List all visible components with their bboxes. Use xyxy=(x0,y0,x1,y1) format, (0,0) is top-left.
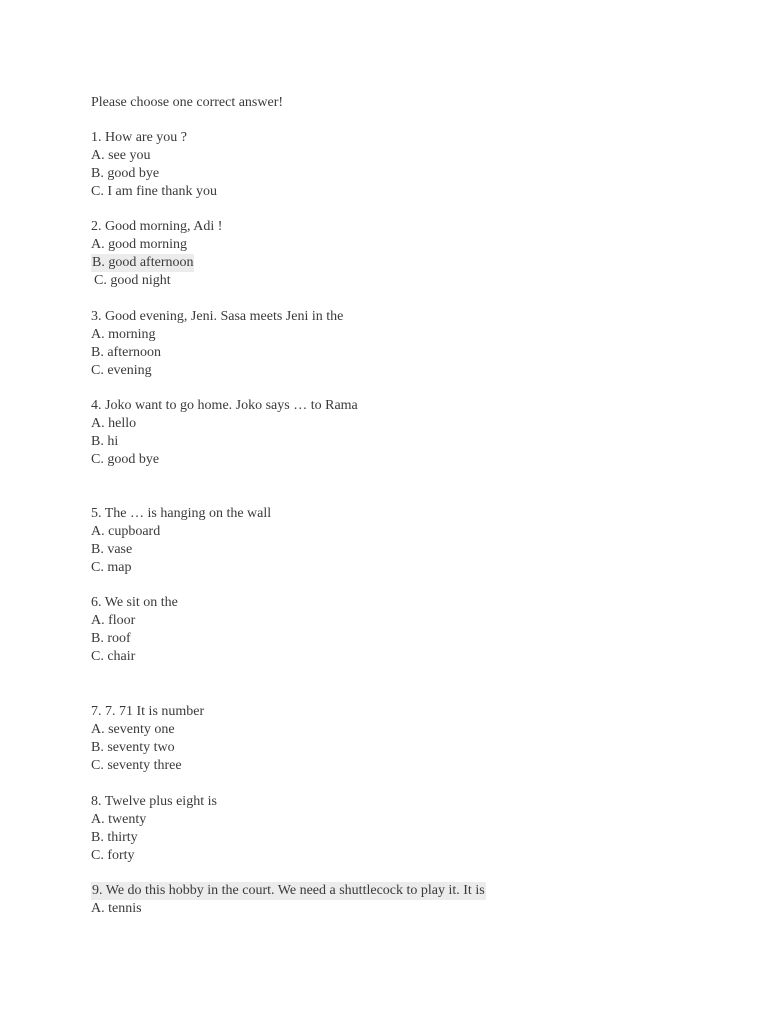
question-2-option-a: A. good morning xyxy=(91,237,188,252)
question-6-stem: 6. We sit on the xyxy=(91,595,178,610)
instruction-text: Please choose one correct answer! xyxy=(91,95,284,110)
question-6-option-b: B. roof xyxy=(91,631,131,646)
question-8-option-c: C. forty xyxy=(91,848,135,863)
question-3-option-b: B. afternoon xyxy=(91,345,161,360)
question-1-stem: 1. How are you ? xyxy=(91,130,188,145)
question-1-option-b: B. good bye xyxy=(91,166,160,181)
question-7-option-a: A. seventy one xyxy=(91,722,175,737)
question-3-stem: 3. Good evening, Jeni. Sasa meets Jeni in the xyxy=(91,309,344,324)
question-5-option-b: B. vase xyxy=(91,542,133,557)
question-3-option-c: C. evening xyxy=(91,363,152,378)
question-1-option-a: A. see you xyxy=(91,148,151,163)
question-7-option-c: C. seventy three xyxy=(91,758,182,773)
question-9-option-a: A. tennis xyxy=(91,901,142,916)
question-5-stem: 5. The … is hanging on the wall xyxy=(91,506,272,521)
question-8-option-a: A. twenty xyxy=(91,812,147,827)
question-4-option-b: B. hi xyxy=(91,434,119,449)
question-4-stem: 4. Joko want to go home. Joko says … to Rama xyxy=(91,398,358,413)
question-6-option-a: A. floor xyxy=(91,613,136,628)
question-5-option-a: A. cupboard xyxy=(91,524,161,539)
question-1-option-c: C. I am fine thank you xyxy=(91,184,217,199)
question-3-option-a: A. morning xyxy=(91,327,156,342)
question-4-option-c: C. good bye xyxy=(91,452,160,467)
question-4-option-a: A. hello xyxy=(91,416,137,431)
question-7-stem: 7. 7. 71 It is number xyxy=(91,704,205,719)
question-6-option-c: C. chair xyxy=(91,649,136,664)
question-2-option-c: C. good night xyxy=(94,273,171,288)
question-7-option-b: B. seventy two xyxy=(91,740,175,755)
question-5-option-c: C. map xyxy=(91,560,132,575)
question-8-option-b: B. thirty xyxy=(91,830,138,845)
question-2-option-b: B. good afternoon xyxy=(92,255,194,270)
question-2-stem: 2. Good morning, Adi ! xyxy=(91,219,223,234)
question-9-stem: 9. We do this hobby in the court. We need a shuttlecock to play it. It is xyxy=(92,883,485,898)
question-8-stem: 8. Twelve plus eight is xyxy=(91,794,217,809)
